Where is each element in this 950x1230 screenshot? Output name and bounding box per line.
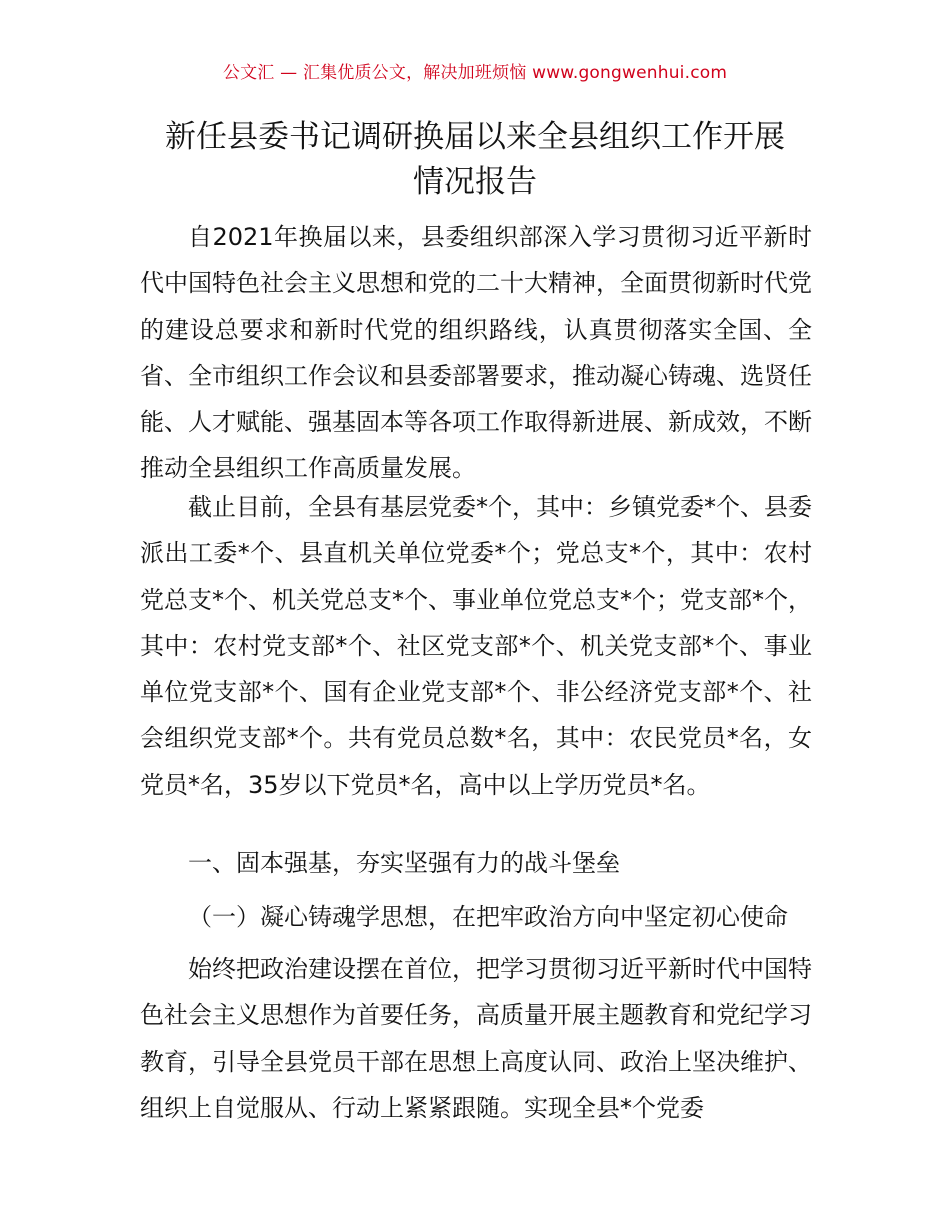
section-heading-1: 一、固本强基，夯实坚强有力的战斗堡垒 [188,849,620,877]
subsection-heading-1: （一）凝心铸魂学思想，在把牢政治方向中坚定初心使命 [188,903,788,931]
paragraph-political-building: 始终把政治建设摆在首位，把学习贯彻习近平新时代中国特色社会主义思想作为首要任务，高质量开展主题教育和党纪学习教育，引导全县党员干部在思想上高度认同、政治上坚决维护、组织上自觉服从、行动上紧紧跟随。实现全县*个党委 [140,955,812,1122]
document-title-line1: 新任县委书记调研换届以来全县组织工作开展 [165,119,785,155]
paragraph-statistics: 截止目前，全县有基层党委*个，其中：乡镇党委*个、县委派出工委*个、县直机关单位党委*个；党总支*个，其中：农村党总支*个、机关党总支*个、事业单位党总支*个；党支部*个，其中：农村党支部*个、社区党支部*个、机关党支部*个、事业单位党支部*个、国有企业党支部*个、非公经济党支部*个、社会组织党支部*个。共有党员总数*名，其中：农民党员*名，女党员*名，35岁以下党员*名，高中以上学历党员*名。 [140,493,812,799]
paragraph-intro: 自2021年换届以来，县委组织部深入学习贯彻习近平新时代中国特色社会主义思想和党的二十大精神，全面贯彻新时代党的建设总要求和新时代党的组织路线，认真贯彻落实全国、全省、全市组织工作会议和县委部署要求，推动凝心铸魂、选贤任能、人才赋能、强基固本等各项工作取得新进展、新成效，不断推动全县组织工作高质量发展。 [140,223,812,483]
site-banner[interactable]: 公文汇 — 汇集优质公文，解决加班烦恼 www.gongwenhui.com [222,63,728,83]
document-title-line2: 情况报告 [413,164,537,200]
